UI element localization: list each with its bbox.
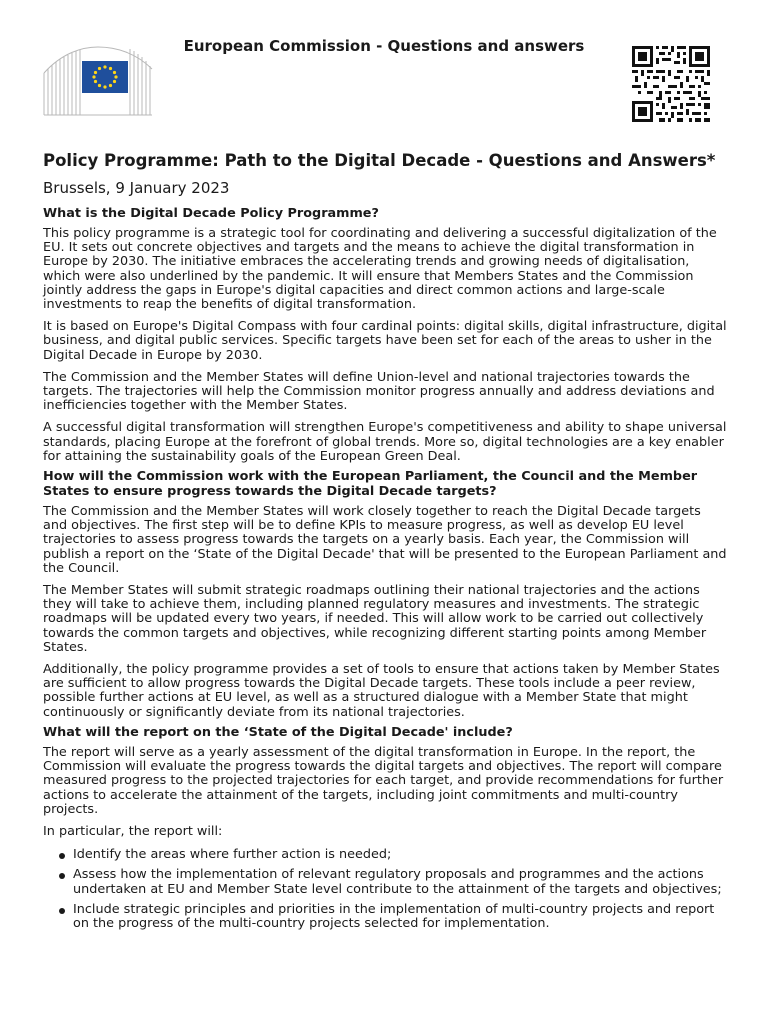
section-2 [43, 469, 727, 720]
paragraph: The Member States will submit strategic roadmaps outlining their national trajectories and the actions they will take to achieve them, including planned regulatory measures and investments. The strategic roadmaps will be updated every two years, if needed. This will allow work to be carried out collectively towards the common targets and objectives, while recognizing different starting points among Member States. [43, 583, 707, 655]
header-title: European Commission - Questions and answers [183, 37, 585, 55]
bullet-icon [59, 908, 65, 914]
paragraph: In particular, the report will: [43, 823, 223, 839]
bullet-icon [59, 873, 65, 879]
qr-code-icon [632, 46, 710, 122]
list-item-text: Assess how the implementation of relevant regulatory proposals and programmes and the actions undertaken at EU and Member State level contribute to the attainment of the targets and objectives; [73, 867, 722, 897]
bullet-icon [59, 853, 65, 859]
document-title: Policy Programme: Path to the Digital Decade - Questions and Answers* [43, 151, 716, 170]
paragraph: Additionally, the policy programme provides a set of tools to ensure that actions taken by Member States are sufficient to allow progress towards the Digital Decade targets. These tools include a peer review, possible further actions at EU level, as well as a structured dialogue with a Member State that might continuously or significantly deviate from its national trajectories. [43, 662, 720, 720]
section-3 [43, 725, 727, 931]
paragraph: This policy programme is a strategic tool for coordinating and delivering a successful digitalization of the EU. It sets out concrete objectives and targets and the means to achieve the digital transformation in Europe by 2030. The initiative embraces the accelerating trends and growing needs of digitalisation, which were also underlined by the pandemic. It will ensure that Members States and the Commission jointly address the gaps in Europe's digital capacities and direct common actions and large-scale investments to reap the benefits of digital transformation. [43, 226, 717, 313]
paragraph: A successful digital transformation will strengthen Europe's competitiveness and ability to shape universal standards, placing Europe at the forefront of global trends. More so, digital technologies are a key enabler for attaining the sustainability goals of the European Green Deal. [43, 420, 727, 464]
bullet-list [43, 848, 727, 931]
paragraph: The report will serve as a yearly assessment of the digital transformation in Europe. In the report, the Commission will evaluate the progress towards the digital targets and objectives. The report will compare measured progress to the projected trajectories for each target, and provide recommendations for further actions to accelerate the attainment of the targets, including joint commitments and multi-country projects. [43, 744, 724, 817]
page-header [0, 0, 768, 130]
list-item [43, 848, 727, 862]
list-item [43, 903, 727, 931]
section-question: What is the Digital Decade Policy Programme? [43, 206, 379, 221]
dateline: Brussels, 9 January 2023 [43, 179, 230, 197]
section-question: What will the report on the ‘State of the Digital Decade' include? [43, 724, 513, 740]
list-item-text: Identify the areas where further action is needed; [73, 847, 392, 863]
section-question: How will the Commission work with the European Parliament, the Council and the Member States to ensure progress towards the Digital Decade targets? [43, 469, 698, 500]
document-body [43, 151, 727, 937]
paragraph: The Commission and the Member States will work closely together to reach the Digital Decade targets and objectives. The first step will be to define KPIs to measure progress, as well as develop EU level trajectories to assess progress towards the targets on a yearly basis. Each year, the Commission will publish a report on the ‘State of the Digital Decade' that will be presented to the European Parliament and the Council. [43, 504, 727, 576]
list-item [43, 868, 727, 896]
section-1 [43, 206, 727, 464]
paragraph: It is based on Europe's Digital Compass with four cardinal points: digital skills, digital infrastructure, digital business, and digital public services. Specific targets have been set for each of the areas to usher in the Digital Decade in Europe by 2030. [43, 319, 727, 363]
european-commission-logo-icon [42, 45, 154, 117]
paragraph: The Commission and the Member States will define Union-level and national trajectories towards the targets. The trajectories will help the Commission monitor progress annually and address deviations and inefficiencies together with the Member States. [43, 369, 715, 414]
list-item-text: Include strategic principles and priorities in the implementation of multi-country projects and report on the progress of the multi-country projects selected for implementation. [73, 901, 715, 931]
